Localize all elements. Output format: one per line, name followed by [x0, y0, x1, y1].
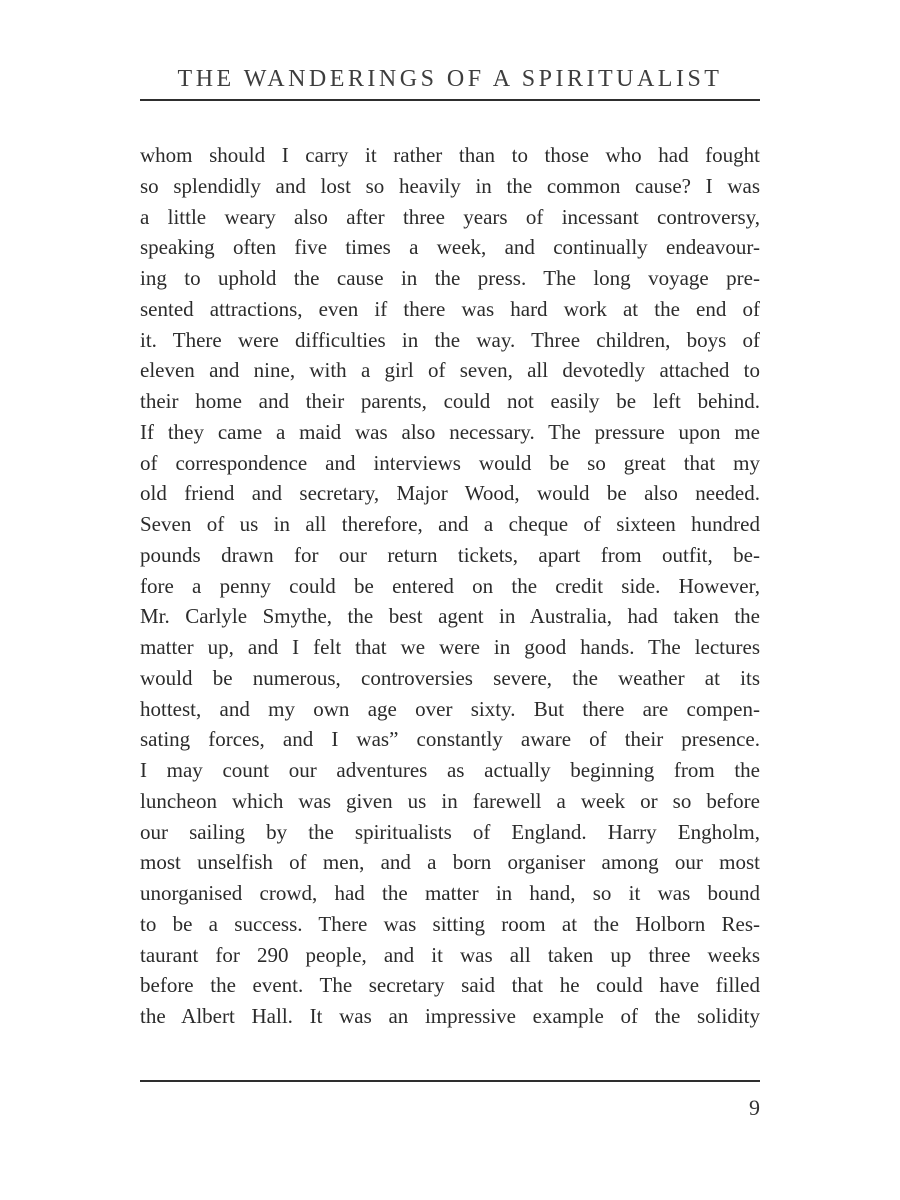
text-line: it. There were difficulties in the way. Three children, boys of [140, 327, 760, 352]
text-line: sating forces, and I was” constantly aware of their presence. [140, 727, 760, 752]
text-line: eleven and nine, with a girl of seven, all devotedly attached to [140, 358, 760, 383]
text-line: hottest, and my own age over sixty. But there are compen- [140, 696, 760, 721]
text-line: ing to uphold the cause in the press. The long voyage pre- [140, 266, 760, 290]
text-line: If they came a maid was also necessary. The pressure upon me [140, 419, 760, 444]
text-line: before the event. The secretary said that he could have filled [140, 973, 760, 998]
text-line: their home and their parents, could not easily be left behind. [140, 389, 760, 413]
body-text [140, 140, 760, 1032]
page-number: 9 [749, 1095, 760, 1120]
text-line: most unselfish of men, and a born organiser among our most [140, 850, 760, 875]
header-rule [140, 99, 760, 101]
text-line: fore a penny could be entered on the credit side. However, [140, 573, 760, 598]
text-line: matter up, and I felt that we were in good hands. The lectures [140, 635, 760, 659]
text-line: pounds drawn for our return tickets, apart from outfit, be- [140, 542, 760, 567]
text-line: taurant for 290 people, and it was all taken up three weeks [140, 942, 760, 967]
text-line: would be numerous, controversies severe, the weather at its [140, 665, 760, 690]
text-line: speaking often five times a week, and continually endeavour- [140, 235, 760, 260]
text-line: luncheon which was given us in farewell a week or so before [140, 788, 760, 813]
text-line: sented attractions, even if there was hard work at the end of [140, 296, 760, 321]
text-line: to be a success. There was sitting room at the Holborn Res- [140, 911, 760, 936]
text-line: whom should I carry it rather than to those who had fought [140, 143, 760, 167]
text-line: Mr. Carlyle Smythe, the best agent in Australia, had taken the [140, 604, 760, 629]
text-line: our sailing by the spiritualists of England. Harry Engholm, [140, 819, 760, 844]
text-line: a little weary also after three years of incessant controversy, [140, 204, 760, 229]
text-line: the Albert Hall. It was an impressive example of the solidity [140, 1004, 760, 1028]
text-line: so splendidly and lost so heavily in the common cause? I was [140, 173, 760, 198]
text-line: I may count our adventures as actually beginning from the [140, 758, 760, 782]
text-line: unorganised crowd, had the matter in hand, so it was bound [140, 881, 760, 905]
footer-rule [140, 1080, 760, 1082]
text-line: of correspondence and interviews would be so great that my [140, 450, 760, 475]
running-header-title: THE WANDERINGS OF A SPIRITUALIST [177, 66, 723, 92]
text-line: old friend and secretary, Major Wood, would be also needed. [140, 481, 760, 506]
text-line: Seven of us in all therefore, and a cheque of sixteen hundred [140, 512, 760, 536]
